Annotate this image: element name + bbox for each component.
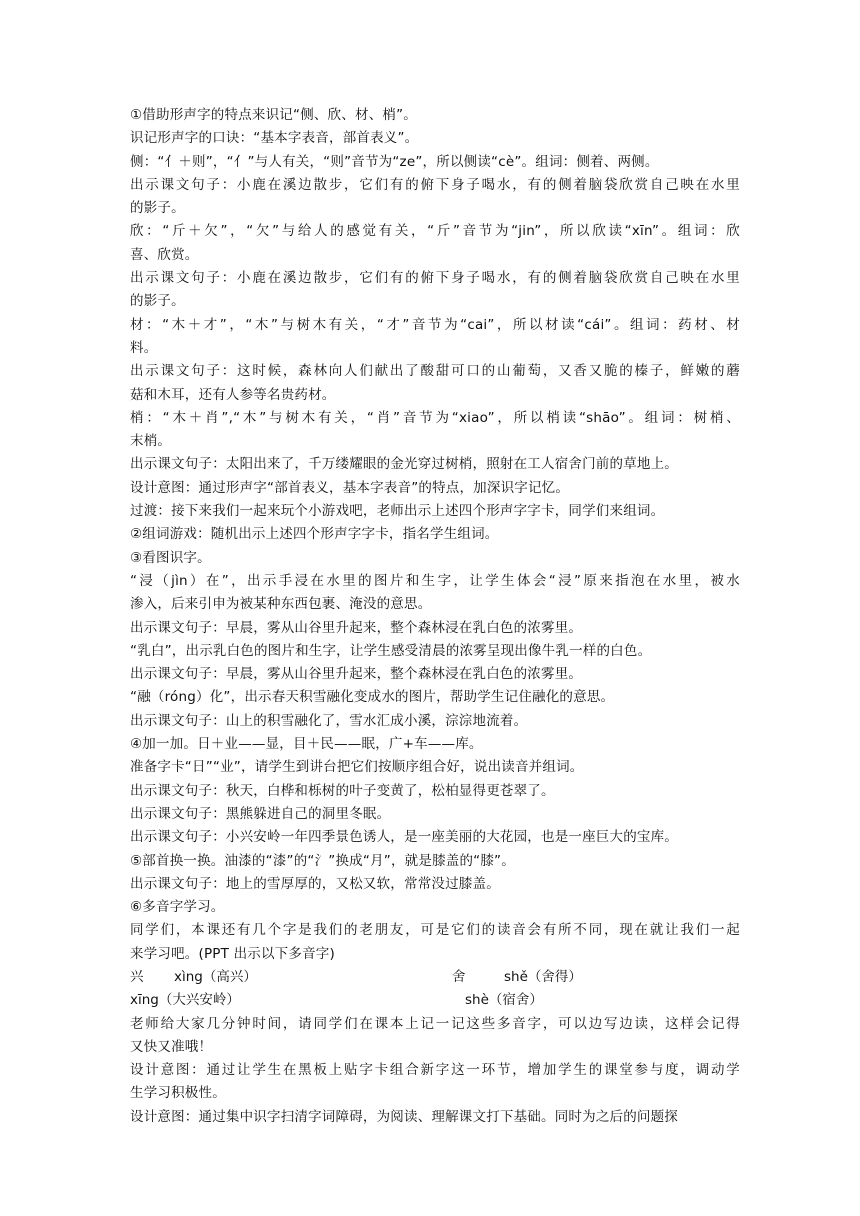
polyphone-reading-she-2: shè（宿舍） xyxy=(465,992,543,1009)
paragraph xyxy=(130,617,740,640)
paragraph xyxy=(130,407,740,454)
body-paragraphs xyxy=(130,104,740,966)
text-line: 准备字卡“日”“业”，请学生到讲台把它们按顺序组合好，说出读音并组词。 xyxy=(130,759,584,776)
text-line: 识记形声字的口诀：“基本字表音，部首表义”。 xyxy=(130,130,419,147)
polyphone-reading-xing-1: xìng（高兴） xyxy=(174,968,257,985)
text-line: “乳白”，出示乳白色的图片和生字，让学生感受清晨的浓雾呈现出像牛乳一样的白色。 xyxy=(130,642,652,659)
paragraph xyxy=(130,663,740,686)
text-line: 料。 xyxy=(130,339,158,356)
polyphone-row-1 xyxy=(130,966,740,989)
paragraph xyxy=(130,780,740,803)
text-line: 出示课文句子：山上的积雪融化了，雪水汇成小溪，淙淙地流着。 xyxy=(130,712,528,729)
paragraph xyxy=(130,1059,740,1106)
paragraph xyxy=(130,733,740,756)
text-line: 末梢。 xyxy=(130,433,172,450)
text-line: 设计意图：通过集中识字扫清字词障碍，为阅读、理解课文打下基础。同时为之后的问题探 xyxy=(130,1108,678,1125)
paragraph xyxy=(130,756,740,779)
paragraph xyxy=(130,127,740,150)
text-line: 出示课文句子：早晨，雾从山谷里升起来，整个森林浸在乳白色的浓雾里。 xyxy=(130,619,583,636)
closing-paragraphs xyxy=(130,1013,740,1129)
paragraph xyxy=(130,104,740,127)
text-line: 老师给大家几分钟时间，请同学们在课本上记一记这些多音字，可以边写边读，这样会记得 xyxy=(130,1015,740,1032)
text-line: 生学习积极性。 xyxy=(130,1085,226,1102)
paragraph xyxy=(130,547,740,570)
text-line: 同学们，本课还有几个字是我们的老朋友，可是它们的读音会有所不同，现在就让我们一起 xyxy=(130,922,740,939)
paragraph xyxy=(130,523,740,546)
text-line: ⑤部首换一换。油漆的“漆”的“氵”换成“月”，就是膝盖的“膝”。 xyxy=(130,852,515,869)
text-line: 欣：“斤＋欠”，“欠”与给人的感觉有关，“斤”音节为“jin”，所以欣读“xīn”。组词：欣 xyxy=(130,223,740,240)
paragraph xyxy=(130,850,740,873)
paragraph xyxy=(130,151,740,174)
text-line: “浸（jìn）在”，出示手浸在水里的图片和生字，让学生体会“浸”原来指泡在水里，被水 xyxy=(130,572,740,589)
document-page xyxy=(130,104,740,1129)
paragraph xyxy=(130,919,740,966)
text-line: 梢：“木＋肖”,“木”与树木有关，“肖”音节为“xiao”，所以梢读“shāo”。组词：树梢、 xyxy=(130,409,740,426)
text-line: 出示课文句子：地上的雪厚厚的，又松又软，常常没过膝盖。 xyxy=(130,875,500,892)
paragraph xyxy=(130,896,740,919)
paragraph xyxy=(130,570,740,617)
paragraph xyxy=(130,220,740,267)
polyphone-reading-xing-2: xīng（大兴安岭） xyxy=(130,992,240,1009)
paragraph xyxy=(130,267,740,314)
text-line: ③看图识字。 xyxy=(130,549,211,566)
paragraph xyxy=(130,873,740,896)
text-line: 侧：“亻＋则”，“亻”与人有关，“则”音节为“ze”，所以侧读“cè”。组词：侧着、两侧。 xyxy=(130,153,659,170)
paragraph xyxy=(130,803,740,826)
paragraph xyxy=(130,360,740,407)
text-line: ②组词游戏：随机出示上述四个形声字字卡，指名学生组词。 xyxy=(130,526,499,543)
paragraph xyxy=(130,453,740,476)
polyphone-reading-she-1: shě（舍得） xyxy=(504,968,582,985)
polyphone-char-she: 舍 xyxy=(452,968,466,985)
text-line: 渗入，后来引申为被某种东西包裹、淹没的意思。 xyxy=(130,596,432,613)
text-line: 来学习吧。(PPT 出示以下多音字) xyxy=(130,945,335,962)
text-line: 过渡：接下来我们一起来玩个小游戏吧，老师出示上述四个形声字字卡，同学们来组词。 xyxy=(130,503,665,520)
polyphone-row-2 xyxy=(130,989,740,1012)
text-line: 材：“木＋才”，“木”与树木有关，“才”音节为“cai”，所以材读“cái”。组词：药材、材 xyxy=(130,316,740,333)
text-line: “融（róng）化”，出示春天积雪融化变成水的图片，帮助学生记住融化的意思。 xyxy=(130,689,615,706)
paragraph xyxy=(130,477,740,500)
paragraph xyxy=(130,710,740,733)
text-line: ④加一加。日＋业——显，目＋民——眠，广+车——库。 xyxy=(130,736,483,753)
text-line: 设计意图：通过让学生在黑板上贴字卡组合新字这一环节，增加学生的课堂参与度，调动学 xyxy=(130,1062,740,1079)
paragraph xyxy=(130,174,740,221)
text-line: 出示课文句子：小鹿在溪边散步，它们有的俯下身子喝水，有的侧着脑袋欣赏自己映在水里 xyxy=(130,176,740,193)
text-line: 出示课文句子：黑熊躲进自己的洞里冬眠。 xyxy=(130,805,391,822)
paragraph xyxy=(130,1106,740,1129)
polyphone-char-xing: 兴 xyxy=(130,968,144,985)
text-line: 出示课文句子：秋天，白桦和栎树的叶子变黄了，松柏显得更苍翠了。 xyxy=(130,782,555,799)
text-line: 喜、欣赏。 xyxy=(130,246,199,263)
text-line: 的影子。 xyxy=(130,200,185,217)
text-line: ①借助形声字的特点来识记“侧、欣、材、梢”。 xyxy=(130,107,417,123)
text-line: 出示课文句子：太阳出来了，千万缕耀眼的金光穿过树梢，照射在工人宿舍门前的草地上。 xyxy=(130,456,678,473)
paragraph xyxy=(130,314,740,361)
text-line: 菇和木耳，还有人参等名贵药材。 xyxy=(130,386,336,403)
text-line: 出示课文句子：早晨，雾从山谷里升起来，整个森林浸在乳白色的浓雾里。 xyxy=(130,666,583,683)
paragraph xyxy=(130,500,740,523)
text-line: 出示课文句子：这时候，森林向人们献出了酸甜可口的山葡萄，又香又脆的榛子，鲜嫩的蘑 xyxy=(130,363,740,380)
text-line: 出示课文句子：小兴安岭一年四季景色诱人，是一座美丽的大花园，也是一座巨大的宝库。 xyxy=(130,829,678,846)
paragraph xyxy=(130,640,740,663)
paragraph xyxy=(130,1013,740,1060)
text-line: 的影子。 xyxy=(130,293,185,310)
text-line: ⑥多音字学习。 xyxy=(130,899,225,916)
paragraph xyxy=(130,826,740,849)
paragraph xyxy=(130,686,740,709)
text-line: 设计意图：通过形声字“部首表义，基本字表音”的特点，加深识字记忆。 xyxy=(130,479,570,496)
text-line: 出示课文句子：小鹿在溪边散步，它们有的俯下身子喝水，有的侧着脑袋欣赏自己映在水里 xyxy=(130,270,740,287)
text-line: 又快又准哦！ xyxy=(130,1038,213,1055)
